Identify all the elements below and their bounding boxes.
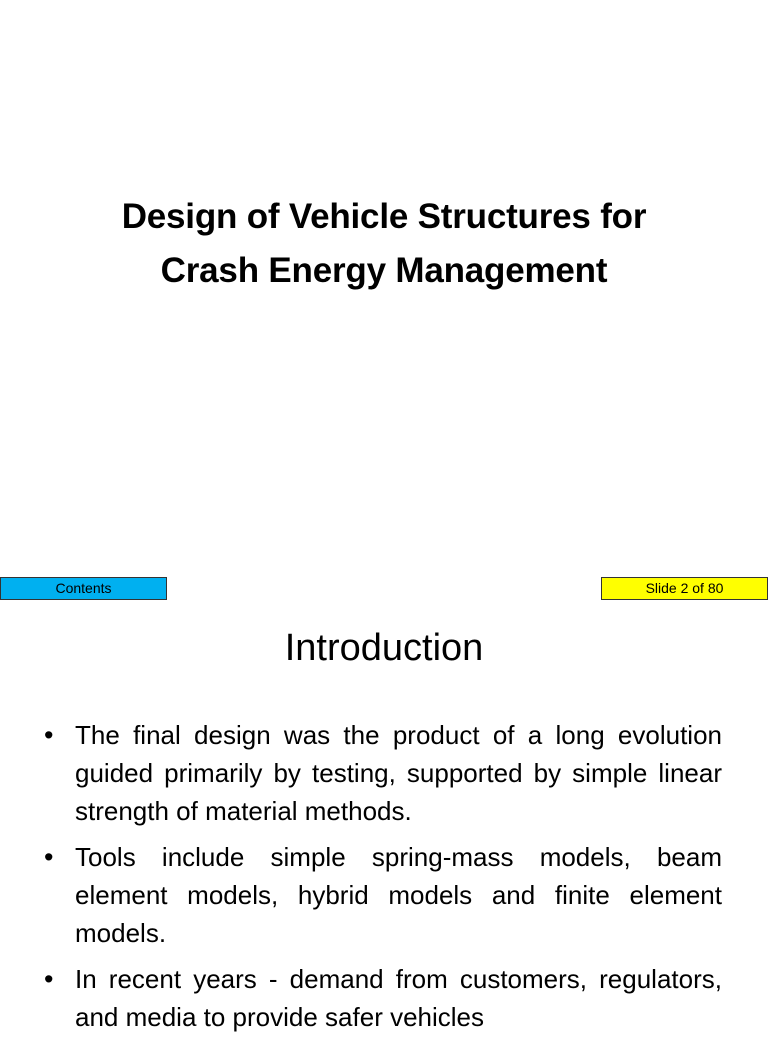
section-heading: Introduction: [284, 627, 484, 669]
bullet-marker: •: [44, 720, 54, 750]
bullet-item: [44, 716, 722, 830]
slide-title-line-1: Design of Vehicle Structures for: [121, 197, 647, 236]
contents-button[interactable]: Contents: [0, 577, 167, 600]
bullet-item: [44, 838, 722, 952]
bullet-item: [44, 960, 722, 1036]
bullet-text: The final design was the product of a long evolution guided primarily by testing, supported by simple linear strength of material methods.: [75, 720, 722, 826]
slide-counter-badge: Slide 2 of 80: [601, 577, 768, 600]
slide-title: [0, 190, 768, 298]
bullet-list: [44, 716, 722, 1044]
bullet-marker: •: [44, 842, 54, 872]
slide-title-line-2: Crash Energy Management: [160, 251, 608, 290]
bullet-marker: •: [44, 964, 54, 994]
bullet-text: Tools include simple spring-mass models, beam element models, hybrid models and finite element models.: [75, 842, 722, 948]
bullet-text: In recent years - demand from customers, regulators, and media to provide safer vehicles: [75, 964, 722, 1032]
